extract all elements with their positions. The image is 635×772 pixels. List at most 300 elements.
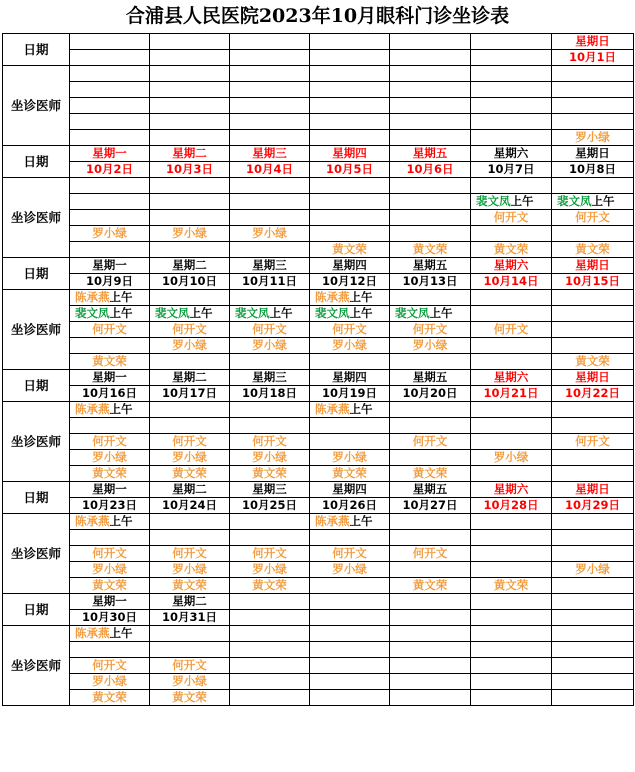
date-cell: 10月5日: [310, 162, 390, 178]
doctor-row: [3, 98, 634, 114]
date-cell: 10月24日: [150, 498, 230, 514]
doctor-name: 黄文荣: [92, 690, 127, 704]
doctor-name: 黄文荣: [92, 578, 127, 592]
doctor-cell: [310, 82, 390, 98]
doctor-name: 何开文: [412, 322, 448, 336]
date-cell: [390, 610, 471, 626]
doctor-cell: [552, 658, 634, 674]
doctor-cell: [390, 130, 471, 146]
weekday-cell: 星期六: [471, 258, 552, 274]
doctor-cell: [552, 242, 634, 258]
weekday-cell: [552, 594, 634, 610]
date-cell: 10月1日: [552, 50, 634, 66]
doctor-cell: [390, 178, 471, 194]
doctor-cell: [552, 690, 634, 706]
doctor-name: 罗小绿: [92, 226, 127, 240]
doctor-cell: [471, 690, 552, 706]
doctor-cell: [230, 434, 310, 450]
doctor-row: [3, 402, 634, 418]
date-cell: 10月11日: [230, 274, 310, 290]
doctor-row: [3, 114, 634, 130]
date-cell: 10月7日: [471, 162, 552, 178]
weekday-cell: 星期二: [150, 370, 230, 386]
page-title: 合浦县人民医院2023年10月眼科门诊坐诊表: [125, 5, 510, 27]
doctor-cell: [310, 402, 390, 418]
doctor-name: 何开文: [575, 434, 610, 448]
date-cell: [552, 610, 634, 626]
doctor-cell: [70, 466, 150, 482]
date-cell: 10月18日: [230, 386, 310, 402]
doctor-cell: [390, 290, 471, 306]
doctor-row: [3, 354, 634, 370]
doctor-cell: [552, 674, 634, 690]
doctor-label: 坐诊医师: [3, 66, 70, 146]
session-suffix: 上午: [349, 402, 373, 416]
doctor-row: [3, 658, 634, 674]
doctor-cell: [552, 642, 634, 658]
doctor-cell: [310, 354, 390, 370]
doctor-cell: [471, 450, 552, 466]
doctor-cell: [70, 114, 150, 130]
doctor-name: 罗小绿: [252, 338, 287, 352]
session-suffix: 上午: [109, 402, 133, 416]
doctor-name: 裴文凤: [155, 306, 190, 320]
doctor-cell: [390, 210, 471, 226]
doctor-name: 罗小绿: [92, 674, 127, 688]
doctor-cell: [150, 690, 230, 706]
doctor-name: 何开文: [252, 546, 287, 560]
doctor-cell: [471, 178, 552, 194]
doctor-cell: [230, 242, 310, 258]
doctor-row: [3, 130, 634, 146]
doctor-name: 黄文荣: [493, 242, 529, 256]
doctor-row: [3, 66, 634, 82]
doctor-name: 何开文: [493, 322, 529, 336]
doctor-cell: [150, 642, 230, 658]
doctor-row: [3, 530, 634, 546]
date-cell: 10月30日: [70, 610, 150, 626]
doctor-name: 黄文荣: [575, 354, 610, 368]
doctor-cell: [471, 322, 552, 338]
doctor-cell: [552, 114, 634, 130]
doctor-cell: [390, 98, 471, 114]
doctor-cell: [552, 530, 634, 546]
doctor-cell: [552, 130, 634, 146]
doctor-cell: [390, 242, 471, 258]
doctor-cell: [310, 562, 390, 578]
doctor-cell: [552, 178, 634, 194]
doctor-name: 裴文凤: [476, 194, 511, 208]
doctor-name: 陈承燕: [75, 626, 110, 640]
doctor-cell: [310, 450, 390, 466]
doctor-cell: [230, 530, 310, 546]
weekday-cell: 星期六: [471, 370, 552, 386]
doctor-row: [3, 242, 634, 258]
doctor-cell: [310, 530, 390, 546]
weekday-cell: 星期日: [552, 146, 634, 162]
doctor-cell: [70, 226, 150, 242]
doctor-cell: [70, 546, 150, 562]
doctor-row: [3, 434, 634, 450]
date-cell: 10月14日: [471, 274, 552, 290]
weekday-cell: [471, 34, 552, 50]
doctor-name: 黄文荣: [575, 242, 610, 256]
doctor-cell: [70, 210, 150, 226]
doctor-cell: [390, 82, 471, 98]
doctor-cell: [230, 626, 310, 642]
doctor-name: 陈承燕: [315, 402, 350, 416]
weekday-cell: 星期五: [390, 482, 471, 498]
weekday-cell: 星期五: [390, 258, 471, 274]
date-cell: 10月10日: [150, 274, 230, 290]
doctor-name: 罗小绿: [575, 130, 610, 144]
doctor-cell: [70, 658, 150, 674]
doctor-cell: [70, 562, 150, 578]
date-cell: 10月13日: [390, 274, 471, 290]
date-label: 日期: [3, 146, 70, 178]
doctor-cell: [310, 642, 390, 658]
doctor-cell: [471, 338, 552, 354]
doctor-cell: [471, 434, 552, 450]
doctor-name: 黄文荣: [412, 242, 448, 256]
doctor-cell: [230, 82, 310, 98]
doctor-cell: [150, 530, 230, 546]
doctor-cell: [471, 210, 552, 226]
doctor-cell: [230, 66, 310, 82]
doctor-label: 坐诊医师: [3, 626, 70, 706]
doctor-cell: [310, 658, 390, 674]
doctor-name: 何开文: [493, 210, 529, 224]
doctor-cell: [150, 674, 230, 690]
date-cell: 10月21日: [471, 386, 552, 402]
doctor-cell: [552, 434, 634, 450]
doctor-cell: [552, 466, 634, 482]
doctor-cell: [310, 226, 390, 242]
doctor-name: 何开文: [172, 658, 207, 672]
doctor-name: 何开文: [92, 322, 127, 336]
doctor-cell: [310, 434, 390, 450]
doctor-cell: [230, 578, 310, 594]
doctor-name: 何开文: [172, 434, 207, 448]
doctor-name: 陈承燕: [75, 290, 110, 304]
doctor-cell: [552, 306, 634, 322]
doctor-row: [3, 418, 634, 434]
doctor-name: 罗小绿: [252, 562, 287, 576]
doctor-cell: [230, 402, 310, 418]
date-cell: [230, 50, 310, 66]
doctor-cell: [230, 690, 310, 706]
date-cell: 10月16日: [70, 386, 150, 402]
weekday-cell: 星期四: [310, 258, 390, 274]
doctor-row: [3, 626, 634, 642]
doctor-cell: [70, 178, 150, 194]
roster-body: [3, 34, 634, 706]
doctor-cell: [230, 418, 310, 434]
doctor-cell: [471, 546, 552, 562]
doctor-name: 何开文: [92, 658, 127, 672]
doctor-cell: [310, 626, 390, 642]
session-suffix: 上午: [429, 306, 453, 320]
doctor-cell: [390, 306, 471, 322]
date-row: [3, 610, 634, 626]
weekday-cell: 星期四: [310, 146, 390, 162]
session-suffix: 上午: [591, 194, 615, 208]
doctor-row: [3, 290, 634, 306]
doctor-cell: [390, 194, 471, 210]
weekday-cell: 星期日: [552, 258, 634, 274]
doctor-cell: [70, 402, 150, 418]
doctor-name: 黄文荣: [172, 690, 207, 704]
weekday-cell: 星期四: [310, 482, 390, 498]
weekday-cell: 星期日: [552, 34, 634, 50]
date-row: [3, 162, 634, 178]
doctor-name: 裴文凤: [315, 306, 350, 320]
doctor-cell: [552, 98, 634, 114]
doctor-cell: [70, 66, 150, 82]
doctor-name: 罗小绿: [252, 226, 287, 240]
doctor-cell: [230, 674, 310, 690]
doctor-cell: [150, 402, 230, 418]
doctor-name: 罗小绿: [332, 562, 367, 576]
date-cell: [471, 610, 552, 626]
doctor-cell: [552, 194, 634, 210]
doctor-name: 黄文荣: [412, 466, 448, 480]
doctor-cell: [230, 178, 310, 194]
doctor-cell: [310, 546, 390, 562]
weekday-cell: 星期一: [70, 594, 150, 610]
weekday-cell: [230, 594, 310, 610]
doctor-cell: [471, 530, 552, 546]
doctor-cell: [150, 562, 230, 578]
weekday-cell: 星期五: [390, 146, 471, 162]
date-row: [3, 386, 634, 402]
weekday-cell: 星期一: [70, 482, 150, 498]
doctor-row: [3, 546, 634, 562]
doctor-cell: [70, 418, 150, 434]
doctor-cell: [552, 226, 634, 242]
doctor-cell: [310, 210, 390, 226]
doctor-cell: [150, 658, 230, 674]
doctor-cell: [150, 130, 230, 146]
doctor-cell: [70, 626, 150, 642]
doctor-cell: [552, 402, 634, 418]
doctor-cell: [390, 546, 471, 562]
doctor-name: 罗小绿: [172, 450, 207, 464]
doctor-name: 何开文: [92, 546, 127, 560]
doctor-cell: [150, 434, 230, 450]
doctor-cell: [70, 98, 150, 114]
date-cell: [150, 50, 230, 66]
doctor-cell: [471, 514, 552, 530]
doctor-cell: [471, 114, 552, 130]
doctor-cell: [310, 130, 390, 146]
doctor-cell: [471, 402, 552, 418]
session-suffix: 上午: [189, 306, 213, 320]
weekday-cell: [70, 34, 150, 50]
doctor-name: 罗小绿: [332, 450, 367, 464]
weekday-cell: 星期六: [471, 146, 552, 162]
date-cell: [310, 50, 390, 66]
doctor-name: 何开文: [412, 546, 448, 560]
date-cell: 10月8日: [552, 162, 634, 178]
doctor-cell: [552, 514, 634, 530]
doctor-cell: [230, 450, 310, 466]
doctor-cell: [310, 322, 390, 338]
doctor-cell: [471, 66, 552, 82]
doctor-cell: [70, 322, 150, 338]
doctor-cell: [390, 658, 471, 674]
doctor-cell: [150, 98, 230, 114]
date-cell: [471, 50, 552, 66]
doctor-cell: [70, 674, 150, 690]
doctor-cell: [310, 466, 390, 482]
doctor-cell: [150, 242, 230, 258]
doctor-cell: [70, 690, 150, 706]
doctor-cell: [150, 322, 230, 338]
doctor-cell: [552, 210, 634, 226]
doctor-name: 裴文凤: [235, 306, 270, 320]
weekday-cell: [390, 34, 471, 50]
doctor-cell: [310, 306, 390, 322]
doctor-row: [3, 226, 634, 242]
doctor-name: 陈承燕: [75, 402, 110, 416]
date-cell: 10月27日: [390, 498, 471, 514]
doctor-cell: [552, 338, 634, 354]
date-row: [3, 274, 634, 290]
doctor-cell: [150, 450, 230, 466]
weekday-cell: [150, 34, 230, 50]
weekday-row: [3, 258, 634, 274]
weekday-cell: 星期一: [70, 146, 150, 162]
date-cell: 10月17日: [150, 386, 230, 402]
session-suffix: 上午: [349, 306, 373, 320]
doctor-cell: [70, 354, 150, 370]
doctor-row: [3, 194, 634, 210]
date-cell: 10月4日: [230, 162, 310, 178]
doctor-cell: [390, 322, 471, 338]
doctor-cell: [552, 546, 634, 562]
doctor-cell: [70, 450, 150, 466]
doctor-cell: [230, 226, 310, 242]
doctor-name: 罗小绿: [172, 226, 207, 240]
date-cell: [230, 610, 310, 626]
doctor-cell: [552, 354, 634, 370]
doctor-cell: [150, 82, 230, 98]
doctor-cell: [552, 290, 634, 306]
doctor-cell: [310, 578, 390, 594]
doctor-cell: [230, 194, 310, 210]
doctor-cell: [471, 418, 552, 434]
doctor-row: [3, 578, 634, 594]
doctor-cell: [471, 578, 552, 594]
doctor-cell: [150, 210, 230, 226]
doctor-cell: [390, 338, 471, 354]
weekday-cell: 星期二: [150, 258, 230, 274]
doctor-cell: [471, 82, 552, 98]
doctor-cell: [390, 562, 471, 578]
doctor-cell: [150, 546, 230, 562]
doctor-cell: [390, 674, 471, 690]
doctor-name: 罗小绿: [172, 338, 207, 352]
session-suffix: 上午: [109, 514, 133, 528]
doctor-name: 何开文: [332, 322, 367, 336]
date-cell: 10月9日: [70, 274, 150, 290]
date-cell: 10月20日: [390, 386, 471, 402]
doctor-cell: [310, 690, 390, 706]
doctor-cell: [150, 354, 230, 370]
weekday-cell: 星期三: [230, 482, 310, 498]
session-suffix: 上午: [109, 626, 133, 640]
doctor-label: 坐诊医师: [3, 290, 70, 370]
weekday-cell: 星期四: [310, 370, 390, 386]
doctor-name: 裴文凤: [395, 306, 430, 320]
weekday-cell: 星期三: [230, 146, 310, 162]
doctor-name: 罗小绿: [172, 674, 207, 688]
doctor-cell: [471, 354, 552, 370]
doctor-cell: [552, 578, 634, 594]
doctor-cell: [390, 114, 471, 130]
doctor-cell: [70, 130, 150, 146]
doctor-name: 何开文: [172, 322, 207, 336]
doctor-cell: [70, 290, 150, 306]
date-cell: 10月12日: [310, 274, 390, 290]
weekday-cell: [390, 594, 471, 610]
roster-table: [2, 33, 634, 706]
doctor-cell: [230, 658, 310, 674]
weekday-cell: [471, 594, 552, 610]
doctor-cell: [230, 114, 310, 130]
doctor-name: 罗小绿: [92, 562, 127, 576]
doctor-name: 裴文凤: [557, 194, 592, 208]
doctor-cell: [390, 642, 471, 658]
doctor-cell: [150, 114, 230, 130]
doctor-cell: [150, 418, 230, 434]
doctor-cell: [310, 242, 390, 258]
weekday-row: [3, 34, 634, 50]
weekday-cell: 星期六: [471, 482, 552, 498]
doctor-cell: [471, 674, 552, 690]
doctor-cell: [310, 418, 390, 434]
date-cell: 10月15日: [552, 274, 634, 290]
doctor-row: [3, 562, 634, 578]
doctor-cell: [310, 514, 390, 530]
doctor-row: [3, 306, 634, 322]
weekday-cell: 星期三: [230, 370, 310, 386]
doctor-cell: [471, 242, 552, 258]
doctor-row: [3, 450, 634, 466]
doctor-cell: [230, 466, 310, 482]
doctor-cell: [230, 546, 310, 562]
weekday-row: [3, 594, 634, 610]
session-suffix: 上午: [109, 306, 133, 320]
weekday-row: [3, 482, 634, 498]
doctor-cell: [70, 338, 150, 354]
doctor-name: 罗小绿: [575, 562, 610, 576]
doctor-name: 何开文: [332, 546, 367, 560]
doctor-label: 坐诊医师: [3, 178, 70, 258]
doctor-cell: [471, 98, 552, 114]
date-cell: [390, 50, 471, 66]
doctor-cell: [70, 82, 150, 98]
doctor-cell: [230, 322, 310, 338]
doctor-name: 黄文荣: [332, 466, 367, 480]
weekday-cell: 星期五: [390, 370, 471, 386]
session-suffix: 上午: [510, 194, 534, 208]
doctor-cell: [471, 194, 552, 210]
weekday-cell: 星期日: [552, 482, 634, 498]
doctor-row: [3, 514, 634, 530]
doctor-name: 裴文凤: [75, 306, 110, 320]
